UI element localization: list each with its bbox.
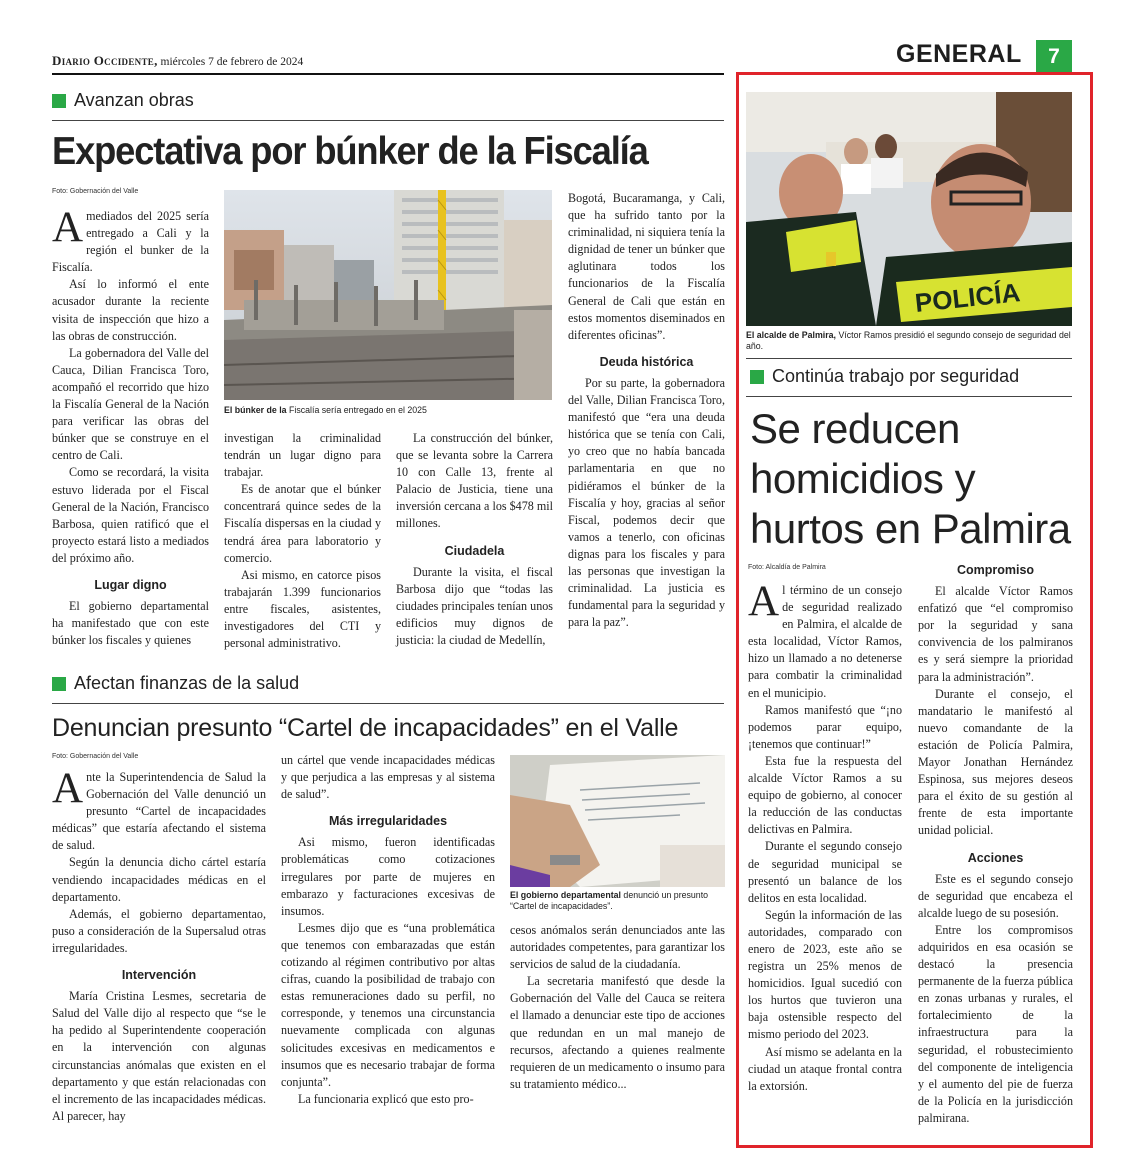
article1-column-4 <box>568 190 725 631</box>
paragraph: Además, el gobierno departamentao, puso a consideración de la Supersalud otras irregularidades. <box>52 906 266 955</box>
green-square-icon <box>52 94 66 108</box>
paragraph: El alcalde Víctor Ramos enfatizó que “el compromiso por la seguridad y sana convivencia de los palmiranos es y será siempre la prioridad para la administración”. <box>918 584 1073 684</box>
paper-name: Diario Occidente, <box>52 53 158 68</box>
article1-kicker-text: Avanzan obras <box>74 90 194 110</box>
green-square-icon <box>750 370 764 384</box>
article2-column-2 <box>281 752 495 1108</box>
article2-photo-credit: Foto: Gobernación del Valle <box>52 753 139 760</box>
article2-headline: Denuncian presunto “Cartel de incapacidades” en el Valle <box>52 714 679 742</box>
article3-kicker <box>750 366 1019 387</box>
paragraph: Asi mismo, en catorce pisos trabajarán 1.399 funcionarios entre fiscales, asistentes, investigadores del CTI y personal administrativo. <box>224 567 381 651</box>
green-square-icon <box>52 677 66 691</box>
paragraph: El gobierno departamental ha manifestado que con este búnker los fiscales y quienes <box>52 599 209 648</box>
paragraph: Bogotá, Bucaramanga, y Cali, que ha sufrido tanto por la criminalidad, ni siquiera tenía la dignidad de tener un búnker que aglutinara todos los funcionarios de la Fiscalía General de Cali que están en estos momentos diseminados en diferentes oficinas”. <box>568 191 725 342</box>
article3-kicker-text: Continúa trabajo por seguridad <box>772 366 1020 386</box>
article3-rule-top <box>746 358 1072 359</box>
page-number: 7 <box>1036 40 1072 74</box>
caption-text: Fiscalía sería entregado en el 2025 <box>289 405 427 415</box>
article3-photo-credit: Foto: Alcaldía de Palmira <box>748 564 826 571</box>
paragraph: Por su parte, la gobernadora del Valle, Dilian Francisca Toro, manifestó que “era una deuda histórica que se tenía con Cali, yo creo que no había bancada parlamentaria en que no pidiéramos el búnker de la Fiscalía y hoy, gracias al señor Fiscal, podemos decir que vamos a tenerlo, con oficinas dignas para los fiscales y para las personas que investigan la criminalidad. La justicia es fundamental para la seguridad y para la paz”. <box>568 375 725 630</box>
article1-photo-credit: Foto: Gobernación del Valle <box>52 188 139 195</box>
paragraph: Asi mismo, fueron identificadas problemáticas como cotizaciones irregulares por parte de mujeres en embarazo y facturaciones excesivas de insumos. <box>281 835 495 918</box>
paragraph: Ramos manifestó que “¡no podemos parar equipo, ¡tenemos que continuar!” <box>748 702 902 751</box>
article1-rule <box>52 120 724 121</box>
subhead: Deuda histórica <box>599 354 694 369</box>
incapacidades-document-photo <box>510 755 725 887</box>
caption-bold: El alcalde de Palmira, <box>746 330 836 340</box>
publication-date: miércoles 7 de febrero de 2024 <box>160 56 304 68</box>
paragraph: cesos anómalos serán denunciados ante las autoridades competentes, para garantizar los servicios de salud de la ciudadanía. <box>510 923 725 972</box>
article3-photo-caption <box>746 330 1074 352</box>
section-name: GENERAL <box>896 40 1022 68</box>
paragraph: l término de un consejo de seguridad realizado en Palmira, el alcalde de esta localidad, Víctor Ramos, hizo un llamado a no detenerse para combatir la criminalidad en el municipio. <box>748 583 902 700</box>
paragraph: Esta fue la respuesta del alcalde Víctor Ramos a su equipo de gobierno, al conocer la reducción de las conductas delictivas en Palmira. <box>748 753 902 837</box>
article2-kicker <box>52 673 299 694</box>
paragraph: nte la Superintendencia de Salud la Gobernación del Valle denunció un presunto “Cartel de incapacidades médicas” que estaría afectando el sistema de salud. <box>52 770 266 853</box>
paragraph: Lesmes dijo que es “una problemática que tenemos con embarazadas que están cotizando al régimen contributivo por altas cifras, cuando la posibilidad de trabajo con estas remuneraciones dado su perfil, no corresponde, y tenemos una circunstancia nuevamente complicada con algunas solicitudes excesivas en medicamentos e insumos que es necesario trabajar de forma conjunta”. <box>281 920 495 1089</box>
caption-bold: El gobierno departamental <box>510 890 621 900</box>
paragraph: Durante la visita, el fiscal Barbosa dijo que “todas las ciudades principales tenían unos edificios muy dignos de justicia: la ciudad de Medellín, <box>396 564 553 648</box>
paragraph: Entre los compromisos adquiridos en esa ocasión se destacó la presencia permanente de la fuerza pública en zonas urbanas y rurales, el fortalecimiento de la infraestructura para la seguridad, el robustecimiento del componente de inteligencia y el aumento del pie de fuerza de la Policía en la jurisdicción palmirana. <box>918 922 1073 1125</box>
paragraph: mediados del 2025 sería entregado a Cali y la región el bunker de la Fiscalía. <box>52 209 209 275</box>
article1-headline: Expectativa por búnker de la Fiscalía <box>52 130 648 173</box>
masthead-rule <box>52 73 724 75</box>
caption-bold: El búnker de la <box>224 405 287 415</box>
drop-cap: A <box>52 765 84 812</box>
caption-text: denunció un presunto “Cartel de incapacidades”. <box>510 890 709 911</box>
subhead: Más irregularidades <box>328 814 448 829</box>
palmira-security-council-photo <box>746 92 1072 326</box>
article1-column-2 <box>224 430 381 652</box>
article1-column-1 <box>52 204 209 649</box>
article3-rule <box>746 396 1072 397</box>
article3-column-1 <box>748 578 902 1095</box>
article2-kicker-text: Afectan finanzas de la salud <box>74 673 300 693</box>
paragraph: Como se recordará, la visita estuvo liderada por el Fiscal General de la Nación, Francisco Barbosa, quien ratificó que el proyecto estará listo a mediados del próximo año. <box>52 465 209 565</box>
paragraph: Según la denuncia dicho cártel estaría vendiendo incapacidades médicas en el departamento. <box>52 855 266 904</box>
caption-text: Víctor Ramos presidió el segundo consejo de seguridad del año. <box>746 330 1071 351</box>
drop-cap: A <box>52 204 84 251</box>
article2-column-3 <box>510 922 725 1093</box>
article1-kicker <box>52 90 194 111</box>
subhead: Compromiso <box>956 563 1035 577</box>
article2-photo-caption <box>510 890 725 912</box>
paragraph: Así mismo se adelanta en la ciudad un ataque frontal contra la extorsión. <box>748 1044 902 1093</box>
drop-cap: A <box>748 578 780 625</box>
article3-headline: Se reducen homicidios y hurtos en Palmira <box>750 405 1071 552</box>
paragraph: Es de anotar que el búnker concentrará quince sedes de la Fiscalía dispersas en la ciudad y tendrá área para laboratorio y comercio. <box>224 482 381 565</box>
masthead-date <box>52 53 303 69</box>
paragraph: investigan la criminalidad tendrán un lugar digno para trabajar. <box>224 431 381 480</box>
article2-column-1 <box>52 765 266 1125</box>
paragraph: Así lo informó el ente acusador durante la reciente visita de inspección que hizo a las obras de construcción. <box>52 277 209 343</box>
paragraph: Este es el segundo consejo de seguridad que encabeza el alcalde luego de su posesión. <box>918 871 1073 920</box>
paragraph: María Cristina Lesmes, secretaria de Salud del Valle dijo al respecto que “se le ha pedido al Superintendente cooperación en la intervención con algunas circunstancias anómalas que existen en el departamento y que están relacionadas con el incremento de las incapacidades médicas. Al parecer, hay <box>52 989 266 1123</box>
article1-photo-caption <box>224 405 552 416</box>
bunker-construction-photo <box>224 190 552 400</box>
paragraph: Durante el segundo consejo de seguridad municipal se presentó un balance de los delitos en esta localidad. <box>748 839 902 905</box>
article3-column-2 <box>918 560 1073 1127</box>
paragraph: Según la información de las autoridades, comparado con enero de 2023, este año se registra un 25% menos de homicidios. Igual sucedió con los hurtos que tuvieron una baja ostensible respecto del mismo periodo del 2023. <box>748 907 902 1042</box>
subhead: Lugar digno <box>94 577 167 592</box>
paragraph: La gobernadora del Valle del Cauca, Dilian Francisca Toro, acompañó el recorrido que hizo la Fiscalía General de la Nación para verificar las obras del búnker que se construye en el centro de Cali. <box>52 345 209 463</box>
paragraph: Durante el consejo, el mandatario le manifestó al nuevo comandante de la estación de Policía Palmira, Mayor Jonathan Hernández Espinosa, sus mejores deseos para el éxito de su gestión al frente de esta importante unidad policial. <box>918 686 1073 838</box>
paragraph: La secretaria manifestó que desde la Gobernación del Valle del Cauca se reitera el llamado a denunciar este tipo de acciones que redundan en un mal manejo de recursos, afectando a quienes realmente requieren de un medicamento o insumo para su tratamiento médico... <box>510 974 725 1091</box>
paragraph: un cártel que vende incapacidades médicas y que perjudica a las empresas y al sistema de salud”. <box>281 753 495 802</box>
paragraph: La funcionaria explicó que esto pro- <box>298 1091 474 1106</box>
article2-rule <box>52 703 724 704</box>
police-vest-text: POLICÍA <box>913 277 1022 318</box>
article1-column-3 <box>396 430 553 649</box>
paragraph: La construcción del búnker, que se levanta sobre la Carrera 10 con Calle 13, frente al Palacio de Justicia, tiene una inversión cercana a los $478 mil millones. <box>396 431 553 531</box>
subhead: Acciones <box>967 850 1024 865</box>
subhead: Intervención <box>121 968 197 983</box>
subhead: Ciudadela <box>444 543 505 558</box>
